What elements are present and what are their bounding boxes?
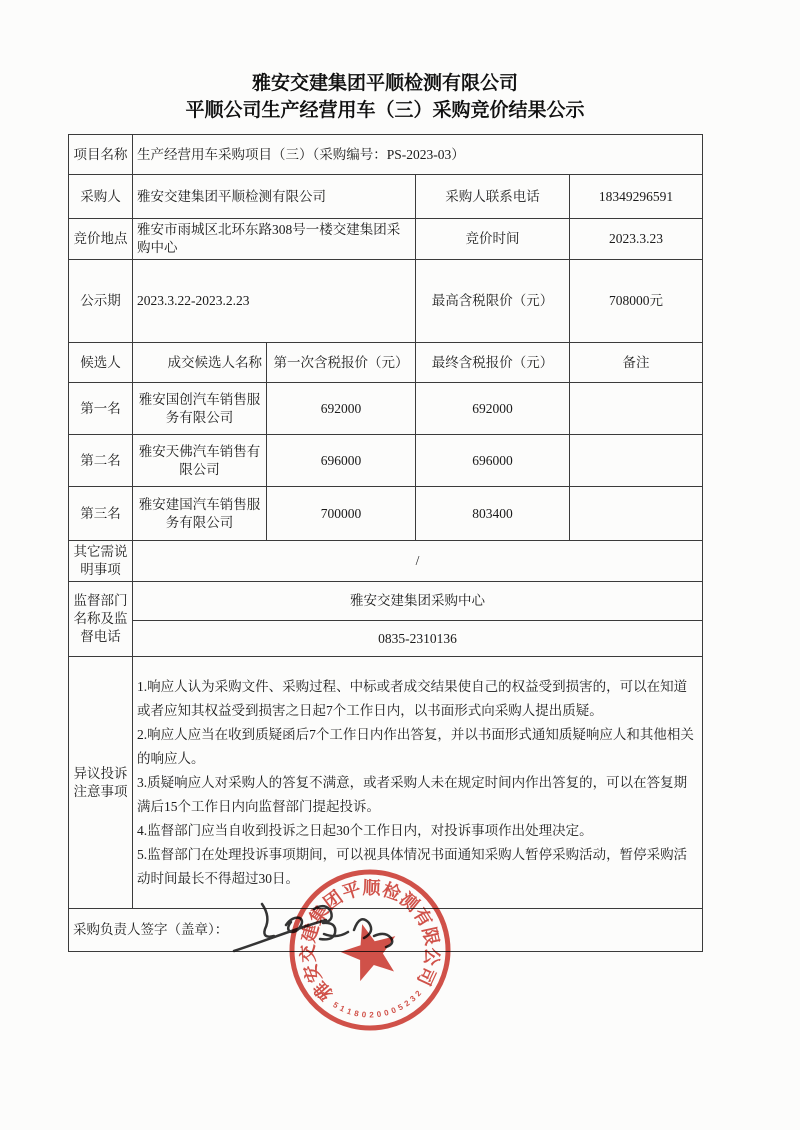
document-title bbox=[68, 70, 702, 124]
candidate-final-price: 803400 bbox=[416, 487, 570, 541]
purchaser-value: 雅安交建集团平顺检测有限公司 bbox=[133, 175, 416, 219]
row-purchaser bbox=[69, 175, 703, 219]
purchaser-label: 采购人 bbox=[69, 175, 133, 219]
row-project bbox=[69, 135, 703, 175]
row-supervisor-phone bbox=[69, 621, 703, 657]
header-candidate-name: 成交候选人名称 bbox=[133, 343, 267, 383]
svg-text:5: 5 bbox=[396, 1002, 405, 1013]
svg-text:0: 0 bbox=[383, 1008, 390, 1018]
bid-time-label: 竞价时间 bbox=[416, 219, 570, 260]
project-label: 项目名称 bbox=[69, 135, 133, 175]
publicity-label: 公示期 bbox=[69, 260, 133, 343]
svg-text:3: 3 bbox=[408, 993, 418, 1004]
row-other-notes bbox=[69, 541, 703, 582]
bid-time-value: 2023.3.23 bbox=[570, 219, 703, 260]
candidate-remark bbox=[570, 383, 703, 435]
candidate-name: 雅安建国汽车销售服务有限公司 bbox=[133, 487, 267, 541]
candidate-remark bbox=[570, 487, 703, 541]
candidate-rank: 第三名 bbox=[69, 487, 133, 541]
candidate-row-2 bbox=[69, 435, 703, 487]
candidate-first-price: 700000 bbox=[267, 487, 416, 541]
objection-item: 1.响应人认为采购文件、采购过程、中标或者成交结果使自己的权益受到损害的，可以在知道或者应知其权益受到损害之日起7个工作日内，以书面形式向采购人提出质疑。 bbox=[137, 678, 688, 718]
other-notes-value: / bbox=[133, 541, 703, 582]
objection-item: 2.响应人应当在收到质疑函后7个工作日内作出答复，并以书面形式通知质疑响应人和其他相关的响应人。 bbox=[137, 726, 694, 766]
title-line-2: 平顺公司生产经营用车（三）采购竞价结果公示 bbox=[185, 100, 585, 121]
svg-text:1: 1 bbox=[338, 1003, 347, 1014]
header-remark: 备注 bbox=[570, 343, 703, 383]
candidate-row-1 bbox=[69, 383, 703, 435]
candidate-final-price: 692000 bbox=[416, 383, 570, 435]
row-location bbox=[69, 219, 703, 260]
row-supervisor-dept bbox=[69, 582, 703, 621]
result-table bbox=[68, 134, 703, 952]
supervisor-dept: 雅安交建集团采购中心 bbox=[133, 582, 703, 621]
location-value: 雅安市雨城区北环东路308号一楼交建集团采购中心 bbox=[133, 219, 416, 260]
svg-text:8: 8 bbox=[353, 1008, 360, 1019]
svg-text:0: 0 bbox=[389, 1005, 398, 1016]
candidate-rank: 第二名 bbox=[69, 435, 133, 487]
header-candidate: 候选人 bbox=[69, 343, 133, 383]
header-first-price: 第一次含税报价（元） bbox=[267, 343, 416, 383]
svg-text:0: 0 bbox=[376, 1009, 382, 1020]
svg-text:平: 平 bbox=[339, 878, 363, 904]
svg-text:限: 限 bbox=[418, 925, 443, 948]
objection-item: 3.质疑响应人对采购人的答复不满意，或者采购人未在规定时间内作出答复的，可以在答复期满后15个工作日内向监督部门提起投诉。 bbox=[137, 774, 688, 814]
objection-item: 5.监督部门在处理投诉事项期间，可以视具体情况书面通知采购人暂停采购活动，暂停采购活动时间最长不得超过30日。 bbox=[137, 846, 688, 886]
supervisor-phone: 0835-2310136 bbox=[133, 621, 703, 657]
objection-content bbox=[133, 657, 703, 909]
project-value: 生产经营用车采购项目（三）（采购编号：PS-2023-03） bbox=[133, 135, 703, 175]
row-signature bbox=[69, 909, 703, 952]
svg-text:顺: 顺 bbox=[362, 877, 381, 899]
title-line-1: 雅安交建集团平顺检测有限公司 bbox=[251, 73, 518, 94]
svg-text:公: 公 bbox=[420, 946, 443, 967]
svg-text:安: 安 bbox=[299, 961, 326, 986]
max-price-label: 最高含税限价（元） bbox=[416, 260, 570, 343]
svg-text:集: 集 bbox=[305, 901, 333, 928]
svg-text:2: 2 bbox=[402, 998, 412, 1009]
location-label: 竞价地点 bbox=[69, 219, 133, 260]
purchaser-phone-value: 18349296591 bbox=[570, 175, 703, 219]
header-final-price: 最终含税报价（元） bbox=[416, 343, 570, 383]
objection-label: 异议投诉注意事项 bbox=[69, 657, 133, 909]
svg-text:2: 2 bbox=[413, 988, 424, 999]
svg-text:1: 1 bbox=[345, 1006, 353, 1017]
candidate-final-price: 696000 bbox=[416, 435, 570, 487]
row-objection bbox=[69, 657, 703, 909]
publicity-value: 2023.3.22-2023.2.23 bbox=[133, 260, 416, 343]
svg-text:5: 5 bbox=[331, 1000, 340, 1011]
svg-text:有: 有 bbox=[409, 904, 436, 931]
svg-text:2: 2 bbox=[369, 1010, 374, 1020]
svg-text:团: 团 bbox=[320, 886, 347, 914]
objection-item: 4.监督部门应当自收到投诉之日起30个工作日内，对投诉事项作出处理决定。 bbox=[137, 822, 593, 838]
purchaser-phone-label: 采购人联系电话 bbox=[416, 175, 570, 219]
row-publicity bbox=[69, 260, 703, 343]
signature-label: 采购负责人签字（盖章）： bbox=[69, 909, 703, 952]
svg-text:司: 司 bbox=[413, 963, 440, 989]
candidate-row-3 bbox=[69, 487, 703, 541]
candidate-name: 雅安天佛汽车销售有限公司 bbox=[133, 435, 267, 487]
other-notes-label: 其它需说明事项 bbox=[69, 541, 133, 582]
candidate-rank: 第一名 bbox=[69, 383, 133, 435]
candidate-remark bbox=[570, 435, 703, 487]
row-candidates-header bbox=[69, 343, 703, 383]
svg-text:检: 检 bbox=[379, 879, 404, 905]
svg-text:0: 0 bbox=[361, 1009, 367, 1020]
svg-text:建: 建 bbox=[298, 921, 323, 945]
svg-text:雅: 雅 bbox=[309, 977, 337, 1005]
supervisor-label: 监督部门名称及监督电话 bbox=[69, 582, 133, 657]
candidate-first-price: 692000 bbox=[267, 383, 416, 435]
svg-text:交: 交 bbox=[297, 943, 319, 963]
candidate-name: 雅安国创汽车销售服务有限公司 bbox=[133, 383, 267, 435]
max-price-value: 708000元 bbox=[570, 260, 703, 343]
candidate-first-price: 696000 bbox=[267, 435, 416, 487]
svg-text:测: 测 bbox=[396, 888, 423, 916]
